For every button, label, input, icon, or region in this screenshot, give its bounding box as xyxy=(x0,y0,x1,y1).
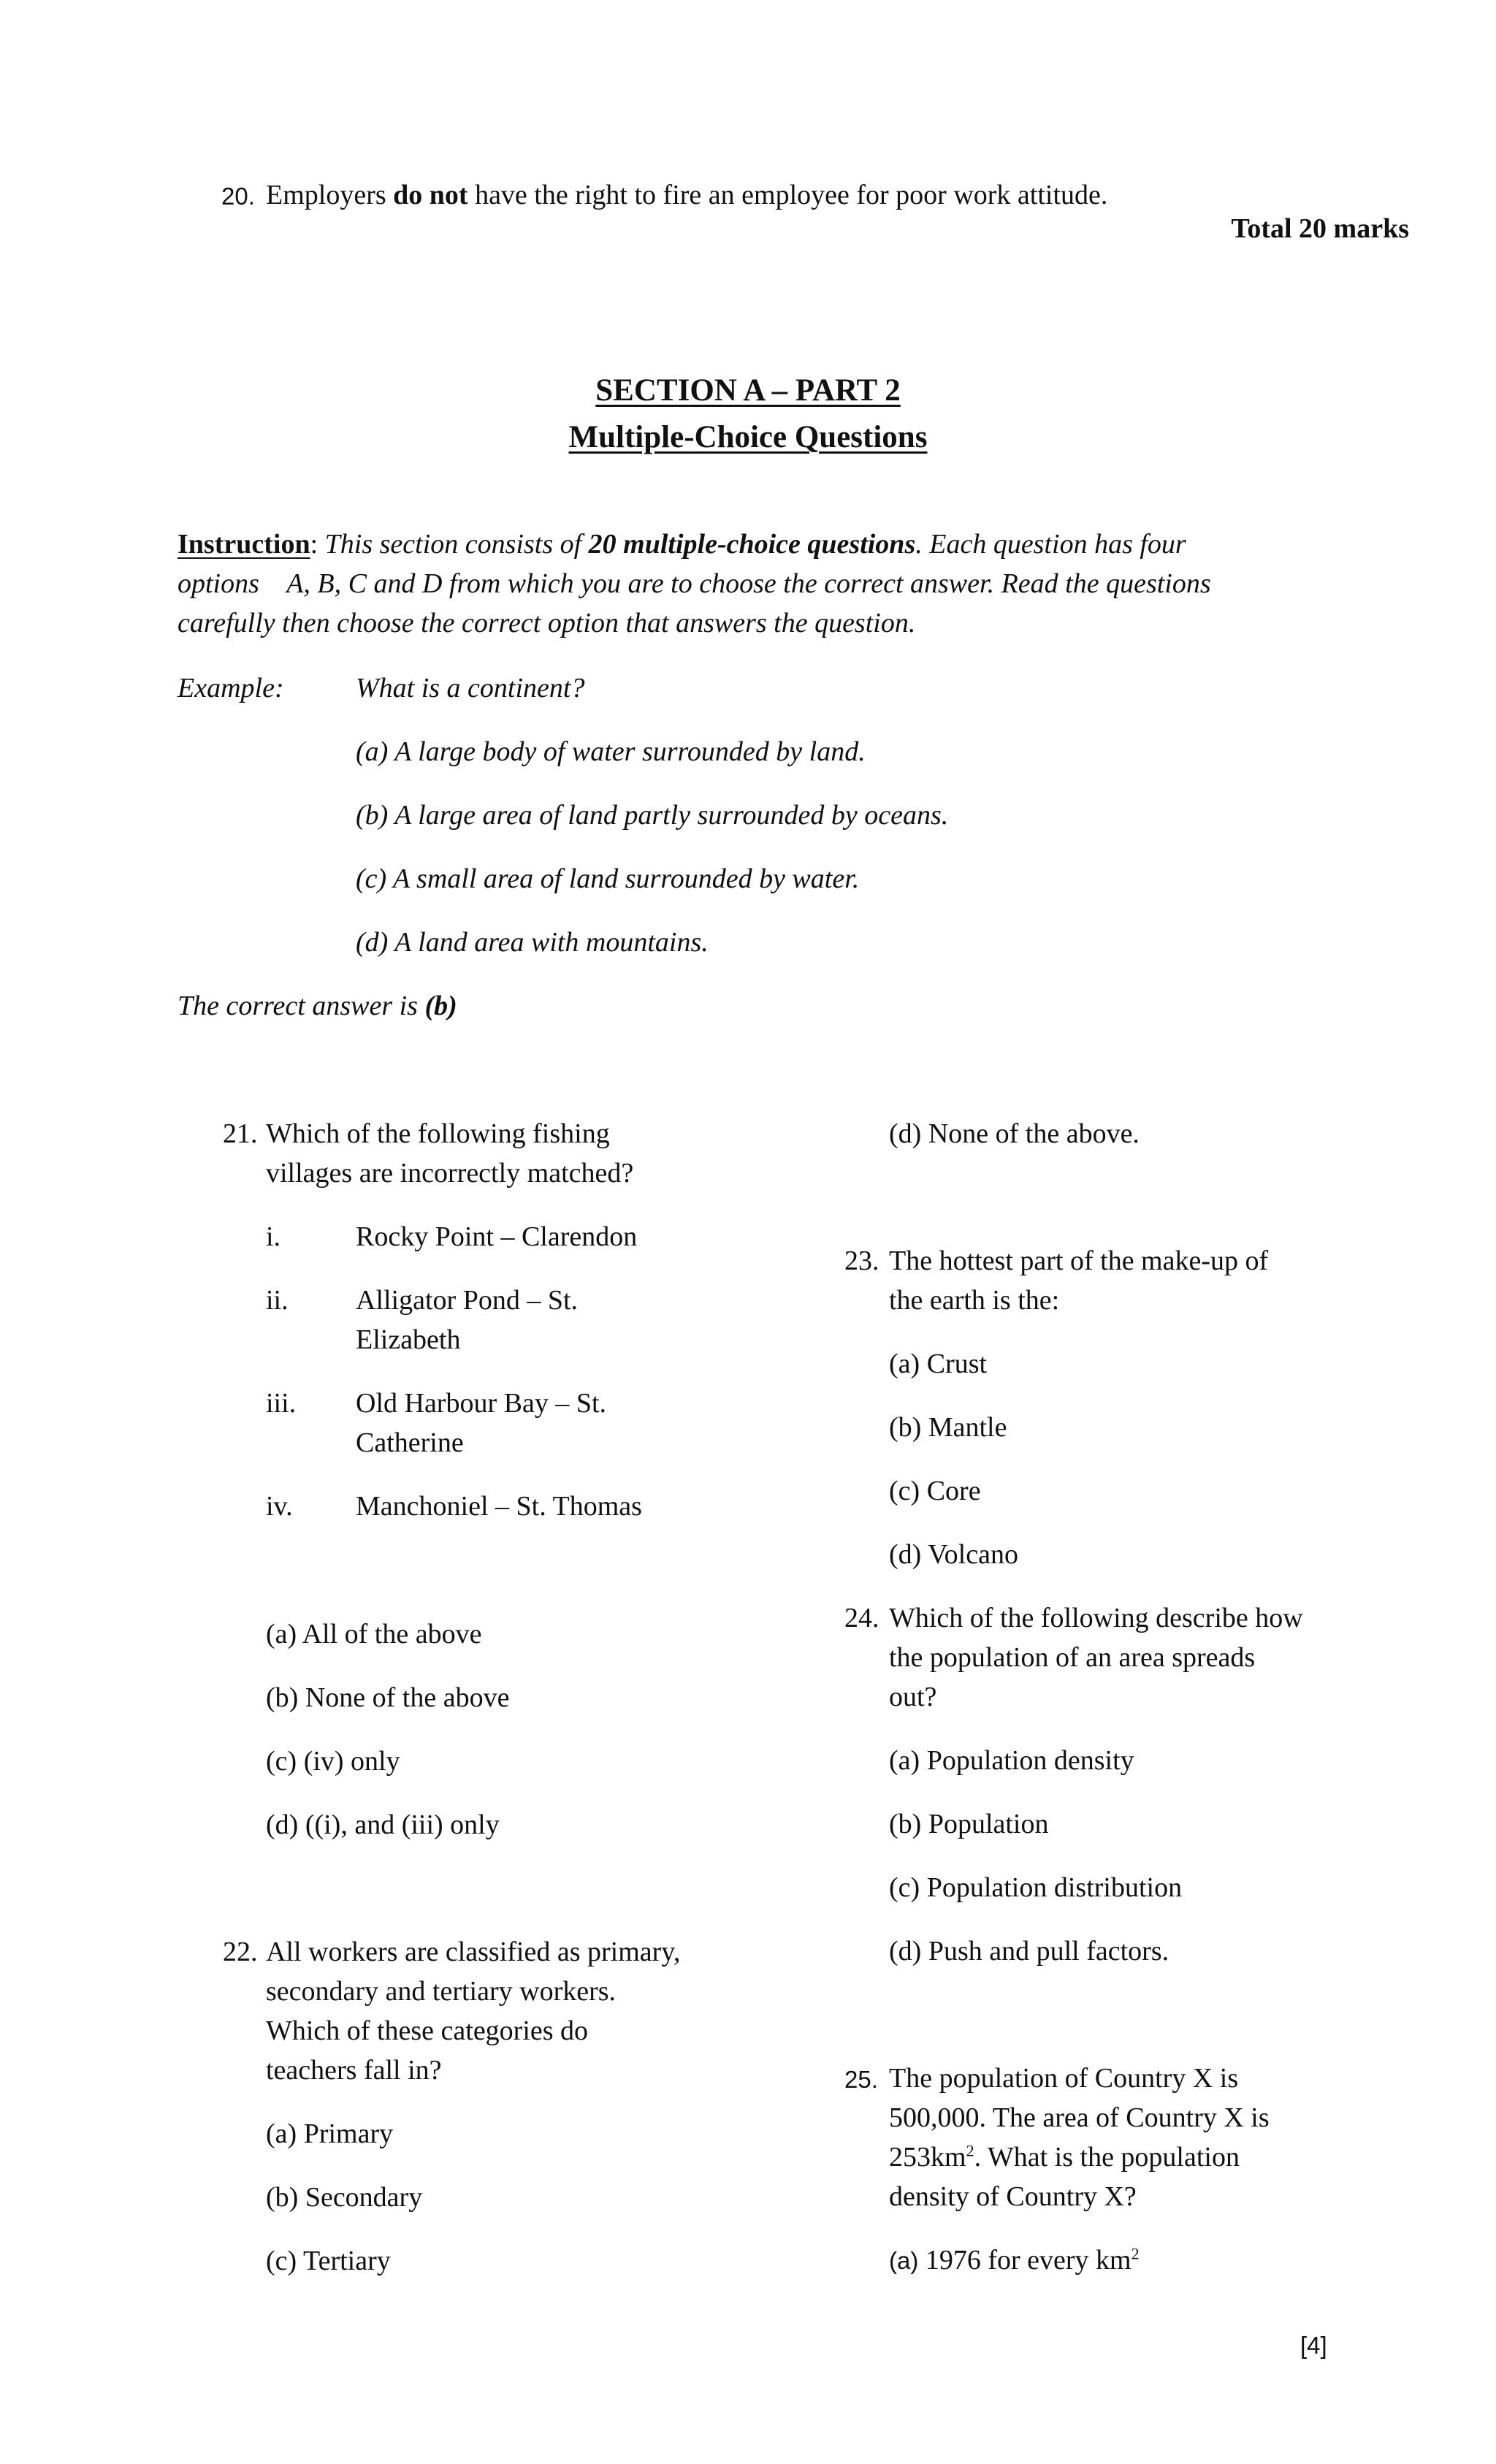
q23-option-b xyxy=(889,1408,1007,1447)
q21-option-a xyxy=(266,1614,481,1654)
instruction-colon: : xyxy=(310,529,318,560)
q23-number: 23. xyxy=(844,1246,879,1276)
q21-option-d xyxy=(266,1805,500,1845)
option-text: Push and pull factors. xyxy=(928,1936,1169,1967)
q21-item-text: Old Harbour Bay – St. xyxy=(356,1388,607,1419)
q21-item-text: Rocky Point – Clarendon xyxy=(356,1221,638,1252)
option-text: Core xyxy=(926,1476,981,1506)
q22-number: 22. xyxy=(223,1937,258,1967)
q25-area-value: 253km xyxy=(889,2142,966,2173)
example-option-c xyxy=(356,859,859,899)
option-key: (a) xyxy=(889,2247,919,2274)
option-text: None of the above. xyxy=(928,1118,1140,1149)
option-text: A large area of land partly surrounded by oceans. xyxy=(394,800,949,831)
example-answer-text: The correct answer is xyxy=(178,991,418,1021)
option-key: (a) xyxy=(266,1619,297,1649)
option-key: (d) xyxy=(889,1118,922,1149)
option-key: (d) xyxy=(889,1936,922,1967)
option-key: (a) xyxy=(266,2118,297,2149)
section-title-text: SECTION A – PART 2 xyxy=(595,373,901,408)
option-key: (d) xyxy=(266,1809,299,1840)
option-text: ((i), and (iii) only xyxy=(305,1809,500,1840)
q21-item-text: Manchoniel – St. Thomas xyxy=(356,1491,642,1522)
option-text: Volcano xyxy=(928,1539,1018,1570)
option-text: 1976 for every km xyxy=(925,2245,1131,2276)
option-key: (d) xyxy=(889,1539,922,1570)
option-text: A land area with mountains. xyxy=(394,927,709,958)
q23-option-d xyxy=(889,1535,1018,1574)
example-answer-key: (b) xyxy=(424,991,457,1021)
instruction-line1-pre: This section consists of xyxy=(324,529,582,560)
instruction-line1-bold: 20 multiple-choice questions xyxy=(588,529,916,560)
option-key: (d) xyxy=(356,927,389,958)
q24-line: the population of an area spreads xyxy=(889,1642,1256,1673)
option-text: A small area of land surrounded by water. xyxy=(393,863,860,894)
option-key: (b) xyxy=(266,1682,299,1713)
option-text: Population xyxy=(928,1809,1049,1839)
instruction-label: Instruction xyxy=(178,529,310,560)
q25-line-1: The population of Country X is xyxy=(889,2063,1239,2094)
q24-option-d xyxy=(889,1931,1169,1971)
option-key: (c) xyxy=(356,863,387,894)
option-text: Population density xyxy=(926,1745,1134,1776)
q24-option-b xyxy=(889,1804,1049,1844)
option-text: None of the above xyxy=(305,1682,510,1713)
q20-text-bold: do not xyxy=(393,180,468,210)
option-key: (a) xyxy=(889,1745,920,1776)
q25-line-3 xyxy=(889,2137,1240,2177)
total-marks: Total 20 marks xyxy=(1231,213,1409,244)
q21-item-text-cont: Catherine xyxy=(356,1427,464,1458)
option-text: All of the above xyxy=(302,1619,482,1649)
option-key: (a) xyxy=(889,1349,920,1379)
q24-option-a xyxy=(889,1741,1134,1780)
q24-line: out? xyxy=(889,1682,937,1712)
q22-line: secondary and tertiary workers. xyxy=(266,1976,617,2007)
q21-number: 21. xyxy=(223,1118,258,1149)
option-text: A large body of water surrounded by land. xyxy=(394,736,866,767)
instruction-line1-post: . Each question has four xyxy=(915,529,1186,560)
option-key: (b) xyxy=(356,800,389,831)
q21-item-num: iv. xyxy=(266,1491,293,1522)
option-key: (b) xyxy=(889,1412,922,1443)
example-answer xyxy=(178,986,457,1026)
option-key: (c) xyxy=(889,1872,920,1903)
q25-area-superscript: 2 xyxy=(966,2141,974,2160)
q21-line-1: Which of the following fishing xyxy=(266,1118,610,1149)
option-text: Secondary xyxy=(305,2182,423,2213)
example-label: Example: xyxy=(178,673,284,703)
option-key: (c) xyxy=(266,2246,297,2276)
q24-line: Which of the following describe how xyxy=(889,1603,1303,1633)
q25-line-2: 500,000. The area of Country X is xyxy=(889,2102,1270,2133)
q22-option-d xyxy=(889,1114,1140,1153)
q22-line: All workers are classified as primary, xyxy=(266,1937,681,1967)
q25-option-a xyxy=(889,2240,1140,2281)
q24-option-c xyxy=(889,1868,1182,1907)
section-subtitle-text: Multiple-Choice Questions xyxy=(568,420,928,454)
option-text: Mantle xyxy=(928,1412,1007,1443)
option-text: Crust xyxy=(926,1349,988,1379)
option-key: (a) xyxy=(356,736,389,767)
q21-option-b xyxy=(266,1678,509,1717)
option-key: (c) xyxy=(266,1746,297,1777)
q22-option-b xyxy=(266,2178,422,2217)
q23-line: The hottest part of the make-up of xyxy=(889,1246,1269,1276)
option-text: Primary xyxy=(303,2118,394,2149)
q25-line-4: density of Country X? xyxy=(889,2181,1137,2212)
q20-text xyxy=(266,175,1107,215)
section-title xyxy=(0,371,1496,411)
q22-option-c xyxy=(266,2241,391,2281)
option-key: (b) xyxy=(889,1809,922,1839)
q22-line: teachers fall in? xyxy=(266,2055,442,2086)
option-text: Tertiary xyxy=(303,2246,391,2276)
example-option-a xyxy=(356,732,866,771)
q21-item-text: Alligator Pond – St. xyxy=(356,1285,579,1316)
q21-item-num: ii. xyxy=(266,1285,289,1316)
instruction-line-1 xyxy=(178,525,1186,564)
option-key: (b) xyxy=(266,2182,299,2213)
q22-option-a xyxy=(266,2114,393,2154)
q25-line-3-text: . What is the population xyxy=(974,2142,1240,2173)
q21-item-num: iii. xyxy=(266,1388,297,1419)
q23-line: the earth is the: xyxy=(889,1285,1060,1316)
q25-number: 25. xyxy=(844,2066,878,2093)
option-superscript: 2 xyxy=(1131,2244,1140,2263)
q20-text-pre: Employers xyxy=(266,180,386,210)
q20-number: 20. xyxy=(221,183,255,210)
q21-item-text-cont: Elizabeth xyxy=(356,1324,461,1355)
instruction-line-3: carefully then choose the correct option that answers the question. xyxy=(178,608,916,638)
q21-option-c xyxy=(266,1742,400,1781)
section-subtitle xyxy=(0,418,1496,457)
instruction-line-2: options A, B, C and D from which you are to choose the correct answer. Read the questions xyxy=(178,568,1211,599)
q23-option-a xyxy=(889,1344,987,1384)
q21-item-num: i. xyxy=(266,1221,281,1252)
example-option-b xyxy=(356,796,948,835)
example-question: What is a continent? xyxy=(356,673,585,703)
option-text: (iv) only xyxy=(303,1746,400,1777)
q21-line-2: villages are incorrectly matched? xyxy=(266,1158,634,1189)
q22-line: Which of these categories do xyxy=(266,2015,589,2046)
option-key: (c) xyxy=(889,1476,920,1506)
option-text: Population distribution xyxy=(926,1872,1183,1903)
example-option-d xyxy=(356,923,709,962)
q23-option-c xyxy=(889,1471,981,1511)
page-number: [4] xyxy=(1300,2332,1327,2359)
q20-text-post: have the right to fire an employee for poor work attitude. xyxy=(475,180,1108,210)
q24-number: 24. xyxy=(844,1603,879,1633)
